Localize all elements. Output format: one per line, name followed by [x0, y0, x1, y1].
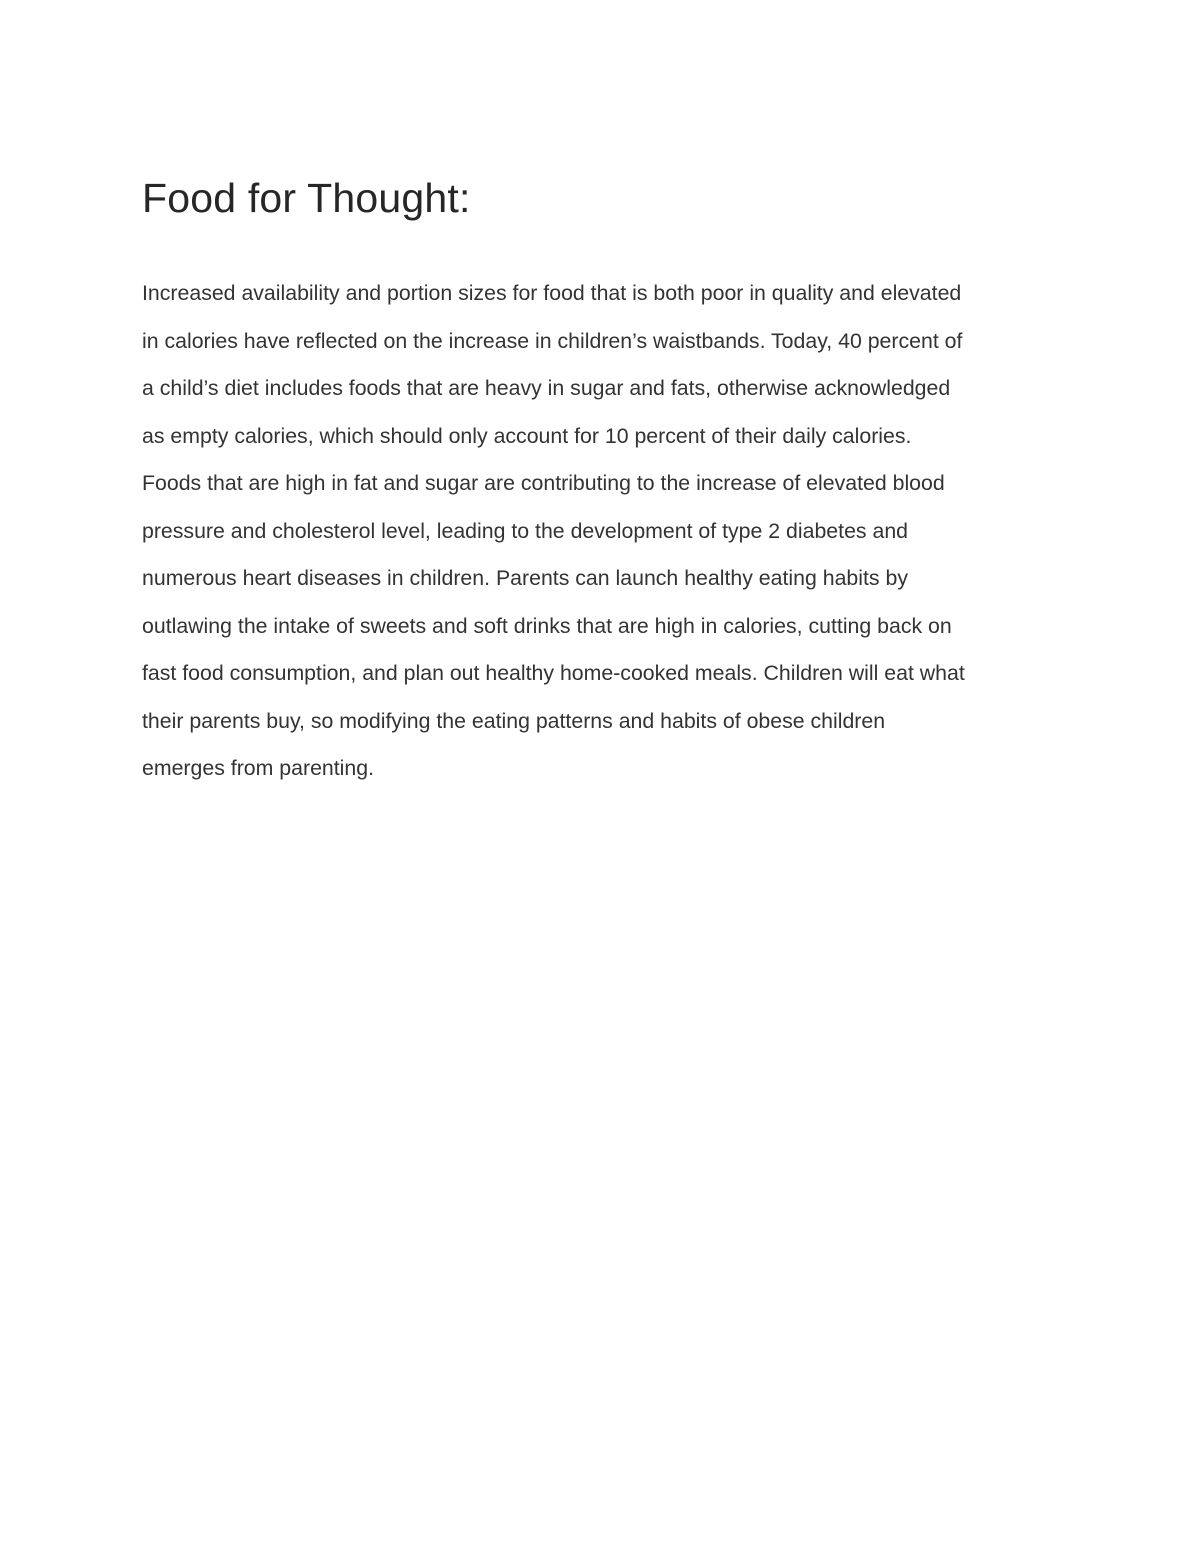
- body-paragraph: [142, 270, 1057, 793]
- paragraph-line: Increased availability and portion sizes for food that is both poor in quality and elevated: [142, 281, 962, 305]
- page-title: Food for Thought:: [142, 175, 471, 221]
- paragraph-line: numerous heart diseases in children. Parents can launch healthy eating habits by: [142, 566, 908, 590]
- paragraph-line: in calories have reflected on the increase in children’s waistbands. Today, 40 percent of: [142, 328, 963, 353]
- document-content: [142, 170, 1057, 793]
- paragraph-line: fast food consumption, and plan out healthy home-cooked meals. Children will eat what: [142, 661, 965, 685]
- paragraph-line: outlawing the intake of sweets and soft drinks that are high in calories, cutting back on: [142, 613, 952, 638]
- paragraph-line: emerges from parenting.: [142, 756, 375, 780]
- paragraph-line: their parents buy, so modifying the eating patterns and habits of obese children: [142, 708, 886, 733]
- paragraph-line: Foods that are high in fat and sugar are contributing to the increase of elevated blood: [142, 471, 945, 495]
- paragraph-line: as empty calories, which should only account for 10 percent of their daily calories.: [142, 423, 912, 448]
- paragraph-line: pressure and cholesterol level, leading to the development of type 2 diabetes and: [142, 518, 909, 543]
- paragraph-line: a child’s diet includes foods that are heavy in sugar and fats, otherwise acknowledged: [142, 376, 951, 400]
